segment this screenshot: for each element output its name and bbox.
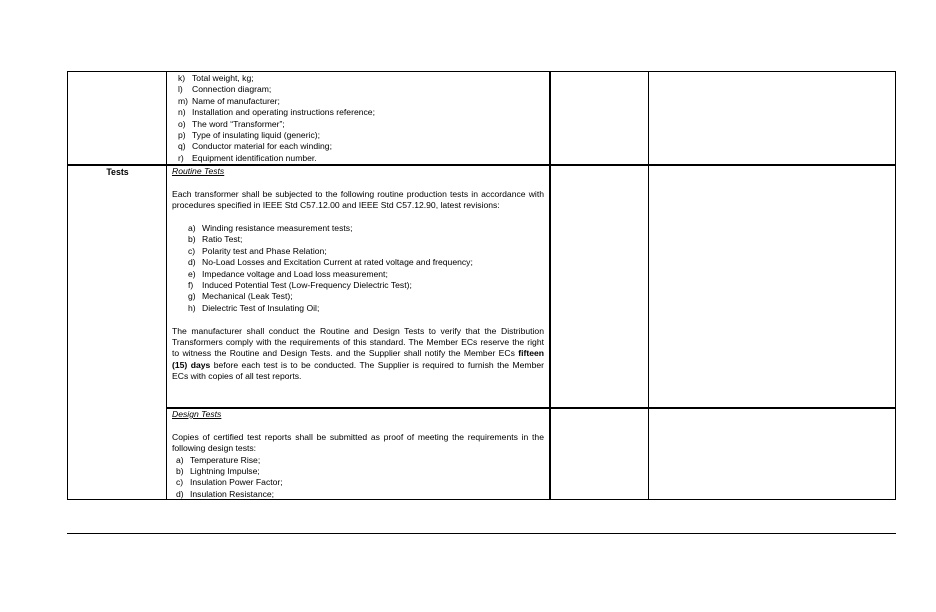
- routine-test-item-text: Winding resistance measurement tests;: [202, 223, 353, 233]
- spec-table: [67, 71, 896, 500]
- top-list-item-text: Installation and operating instructions reference;: [192, 107, 375, 118]
- top-list-item: [178, 119, 538, 130]
- design-test-item: [176, 466, 544, 477]
- routine-test-item: [188, 223, 544, 234]
- routine-test-item: [188, 269, 544, 280]
- top-list-item: [178, 73, 538, 84]
- routine-test-item: [188, 291, 544, 302]
- top-list-item-text: Name of manufacturer;: [192, 95, 280, 106]
- section-label: Tests: [106, 167, 129, 177]
- top-list-item-text: Conductor material for each winding;: [192, 141, 332, 152]
- routine-test-item-marker: f): [188, 280, 194, 291]
- routine-tests-closing: [172, 326, 544, 383]
- design-test-item-marker: b): [176, 466, 184, 477]
- design-test-item: [176, 455, 544, 466]
- top-list-item-text: Type of insulating liquid (generic);: [192, 130, 321, 141]
- routine-test-item-text: Induced Potential Test (Low-Frequency Dielectric Test);: [202, 280, 412, 291]
- top-list-item: [178, 141, 538, 152]
- design-test-item-text: Temperature Rise;: [190, 454, 261, 465]
- footer-rule: [67, 533, 896, 534]
- design-test-item: [176, 489, 544, 500]
- routine-test-item-text: Mechanical (Leak Test);: [202, 291, 293, 302]
- routine-test-item-marker: d): [188, 257, 196, 268]
- design-test-item-marker: a): [176, 454, 184, 465]
- design-test-item-marker: c): [176, 477, 184, 488]
- closing-text-start: The manufacturer shall conduct the Routine and Design Tests to verify that the Distribution Transformers comply with the requirements of this standard. The Member ECs reserve the right to witness the Routine and Design Tests. and the Supplier shall notify the Member ECs: [172, 325, 544, 359]
- routine-test-item-text: Dielectric Test of Insulating Oil;: [202, 302, 320, 313]
- top-list-item: [178, 84, 538, 95]
- top-list-item: [178, 153, 538, 164]
- top-list-cell: [178, 73, 538, 164]
- routine-test-item-text: No-Load Losses and Excitation Current at rated voltage and frequency;: [202, 257, 473, 268]
- routine-test-item: [188, 246, 544, 257]
- routine-test-item: [188, 303, 544, 314]
- routine-tests-list: [188, 223, 544, 314]
- design-tests-intro: Copies of certified test reports shall be submitted as proof of meeting the requirements in the following design tests:: [172, 431, 544, 454]
- top-list-item-marker: m): [178, 95, 189, 106]
- routine-tests-heading: Routine Tests: [172, 166, 225, 176]
- top-list: [178, 73, 538, 164]
- routine-test-item: [188, 257, 544, 268]
- routine-tests-intro: Each transformer shall be subjected to the following routine production tests in accordance with procedures specified in IEEE Std C57.12.00 and IEEE Std C57.12.90, latest revisions:: [172, 188, 544, 211]
- column-divider-1: [166, 72, 167, 499]
- top-list-item-text: Total weight, kg;: [192, 73, 254, 83]
- top-list-item-text: Equipment identification number.: [192, 152, 317, 163]
- closing-text-bold: fifteen (15) days: [172, 348, 544, 370]
- design-test-item-text: Lightning Impulse;: [190, 466, 260, 477]
- top-list-item-marker: n): [178, 107, 186, 118]
- design-tests-list: [176, 455, 544, 501]
- column-divider-2: [549, 72, 551, 499]
- top-list-item-text: The word “Transformer”;: [192, 118, 285, 129]
- routine-test-item-marker: a): [188, 223, 196, 233]
- design-test-item-marker: d): [176, 488, 184, 499]
- design-test-item-text: Insulation Power Factor;: [190, 477, 283, 488]
- top-list-item-marker: q): [178, 141, 186, 152]
- design-test-item-text: Insulation Resistance;: [190, 488, 275, 499]
- routine-test-item-text: Ratio Test;: [202, 234, 243, 245]
- routine-test-item-marker: g): [188, 291, 196, 302]
- routine-test-item-marker: c): [188, 245, 196, 256]
- top-list-item-marker: p): [178, 130, 186, 141]
- top-list-item-marker: l): [178, 84, 183, 95]
- routine-test-item-marker: h): [188, 302, 196, 313]
- routine-test-item-text: Impedance voltage and Load loss measurement;: [202, 268, 388, 279]
- design-test-item: [176, 477, 544, 488]
- routine-test-item: [188, 234, 544, 245]
- top-list-item-marker: r): [178, 152, 184, 163]
- top-list-item: [178, 107, 538, 118]
- column-divider-3: [648, 72, 649, 499]
- top-list-item: [178, 130, 538, 141]
- routine-test-item-marker: e): [188, 268, 196, 279]
- design-tests-cell: [172, 409, 544, 500]
- closing-text-end: before each test is to be conducted. The Supplier is required to furnish the Member ECs with copies of all test reports.: [172, 359, 544, 382]
- routine-test-item: [188, 280, 544, 291]
- design-tests-heading: Design Tests: [172, 409, 222, 419]
- top-list-item-marker: k): [178, 73, 186, 83]
- top-list-item-marker: o): [178, 118, 186, 129]
- routine-tests-cell: [172, 166, 544, 383]
- top-list-item-text: Connection diagram;: [192, 84, 272, 95]
- routine-test-item-marker: b): [188, 234, 196, 245]
- routine-test-item-text: Polarity test and Phase Relation;: [202, 245, 327, 256]
- top-list-item: [178, 96, 538, 107]
